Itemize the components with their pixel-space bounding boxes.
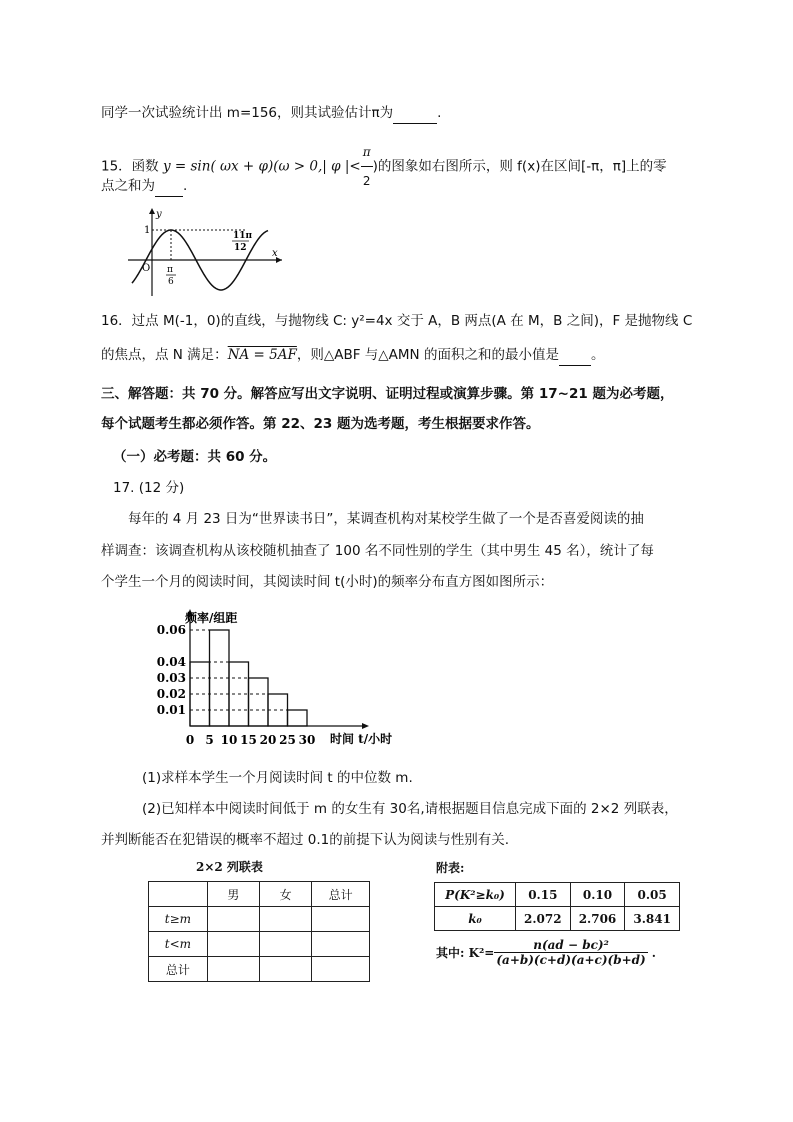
y-axis-label: y (156, 209, 162, 220)
answer-blank (155, 176, 183, 197)
critical-value-table (434, 882, 680, 931)
x-tick-label: 20 (259, 733, 277, 747)
table-row: P(K²≥k₀) 0.15 0.10 0.05 (435, 883, 680, 907)
y-axis-arrow (149, 208, 155, 214)
cell-input[interactable] (259, 932, 311, 957)
y-tick-label: 0.06 (156, 623, 186, 637)
y-tick-label: 0.02 (156, 687, 186, 701)
q17-sub2a: (2)已知样本中阅读时间低于 m 的女生有 30名,请根据题目信息完成下面的 2×2 列联表， (142, 801, 678, 817)
cell-input[interactable] (259, 907, 311, 932)
cell-input[interactable] (312, 907, 370, 932)
eleven-pi-den: 12 (234, 243, 247, 253)
k-squared-formula: 其中: K²= $\frac{\text{n(ad − bc)²}}{(a+b)(c+d)(a+c)(b+d)}$ . (436, 938, 656, 967)
q15-line2: 点之和为 . (101, 176, 187, 197)
x-axis-label: x (272, 248, 278, 259)
x-tick-label: 0 (185, 733, 195, 747)
q17-p2: 样调查：该调查机构从该校随机抽查了 100 名不同性别的学生（其中男生 45 名），统计了每 (101, 543, 654, 559)
pi-6-den: 6 (168, 277, 174, 287)
pi-6-num: π (167, 265, 173, 275)
q17-sub2b: 并判断能否在犯错误的概率不超过 0.1的前提下认为阅读与性别有关. (101, 832, 510, 848)
q17-p1: 每年的 4 月 23 日为“世界读书日”，某调查机构对某校学生做了一个是否喜爱阅读的抽 (128, 511, 644, 527)
table-row: t≥m (149, 907, 370, 932)
appendix-title: 附表: (436, 861, 465, 875)
cell-input[interactable] (207, 907, 259, 932)
origin-label: O (142, 263, 151, 274)
hist-x-label: 时间 t/小时 (330, 732, 393, 746)
intro-line: 同学一次试验统计出 m=156，则其试验估计π为 . (101, 103, 441, 124)
answer-blank (559, 345, 591, 366)
table-row: 总计 (149, 957, 370, 982)
table-row: t<m (149, 932, 370, 957)
y-tick-label: 0.01 (156, 703, 186, 717)
q17-header: 17. (12 分) (113, 480, 185, 496)
section3-sub: （一）必考题：共 60 分。 (113, 449, 277, 465)
x-tick-label: 15 (240, 733, 257, 747)
contingency-table (148, 881, 370, 982)
q16-line1: 16．过点 M(-1，0)的直线，与抛物线 C: y²=4x 交于 A，B 两点(A 在 M，B 之间)，F 是抛物线 C (101, 313, 693, 329)
x-tick-label: 30 (298, 733, 316, 747)
q16-line2: 的焦点，点 N 满足：NA = 5AF，则△ABF 与△AMN 的面积之和的最小值是 。 (101, 345, 604, 366)
sine-graph (118, 204, 286, 298)
y-tick-label: 0.04 (156, 655, 186, 669)
cell-input[interactable] (207, 932, 259, 957)
x-tick-label: 10 (220, 733, 238, 747)
pi-over-2: $\frac{\pi}{2}$ (361, 138, 373, 195)
answer-blank (393, 103, 437, 124)
y-tick-label: 0.03 (156, 671, 186, 685)
histogram-bar (288, 710, 308, 726)
section3-line1: 三、解答题：共 70 分。解答应写出文字说明、证明过程或演算步骤。第 17~21 题为必考题， (101, 386, 674, 402)
eleven-pi-num: 11π (233, 231, 253, 241)
q17-p3: 个学生一个月的阅读时间，其阅读时间 t(小时)的频率分布直方图如图所示： (101, 574, 554, 590)
hist-y-label: 频率/组距 (185, 611, 238, 625)
section3-line2: 每个试题考生都必须作答。第 22、23 题为选考题，考生根据要求作答。 (101, 416, 540, 432)
cell-input[interactable] (312, 932, 370, 957)
table-row: k₀ 2.072 2.706 3.841 (435, 907, 680, 931)
x-tick-label: 25 (279, 733, 296, 747)
q17-sub1: (1)求样本学生一个月阅读时间 t 的中位数 m. (142, 770, 413, 786)
cell-input[interactable] (207, 957, 259, 982)
histogram-bar (249, 678, 269, 726)
q15-line1: 15．函数 y = sin( ωx + φ)(ω > 0,| φ |< $\frac{\pi}{2}$ )的图象如右图所示，则 f(x)在区间[-π，π]上的零 (101, 138, 667, 195)
table-row: 男 女 总计 (149, 882, 370, 907)
x-tick-label: 5 (205, 733, 214, 747)
vector-equation: NA = 5AF (227, 347, 297, 363)
y-one-label: 1 (144, 225, 151, 236)
hist-x-arrow (362, 723, 369, 729)
cell-input[interactable] (259, 957, 311, 982)
cell-input[interactable] (312, 957, 370, 982)
contingency-title: 2×2 列联表 (196, 860, 263, 874)
frequency-histogram (155, 604, 415, 754)
